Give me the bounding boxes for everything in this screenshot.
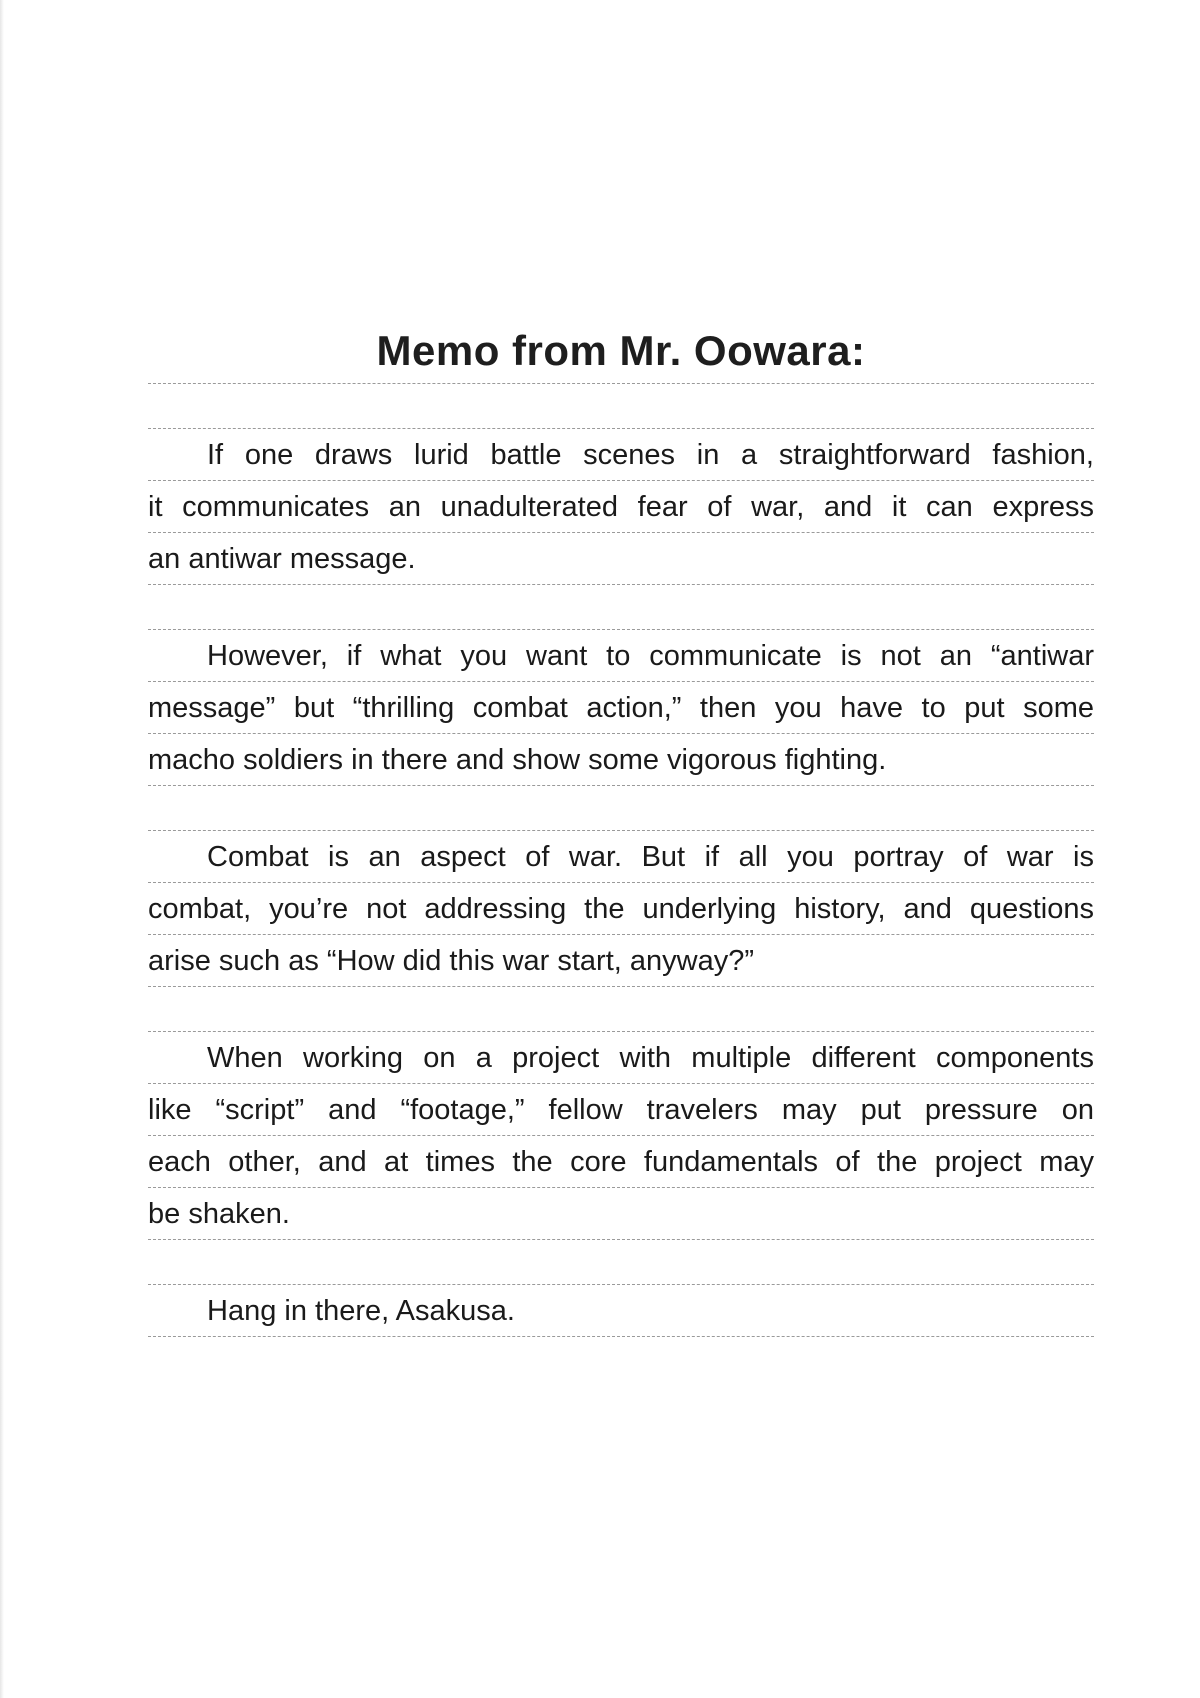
memo-paragraph-5 bbox=[148, 1284, 1094, 1337]
text-line: Combat is an aspect of war. But if all you portray of war is bbox=[148, 831, 1094, 883]
memo-title: Memo from Mr. Oowara: bbox=[376, 327, 866, 374]
text-line: When working on a project with multiple different components bbox=[148, 1032, 1094, 1084]
page-edge-shadow bbox=[0, 0, 4, 1698]
text-line: an antiwar message. bbox=[148, 533, 1094, 585]
memo bbox=[148, 325, 1094, 1337]
text-line: be shaken. bbox=[148, 1188, 1094, 1240]
text-line: If one draws lurid battle scenes in a straightforward fashion, bbox=[148, 429, 1094, 481]
text-line: message” but “thrilling combat action,” then you have to put some bbox=[148, 682, 1094, 734]
text-line: like “script” and “footage,” fellow travelers may put pressure on bbox=[148, 1084, 1094, 1136]
text-line: each other, and at times the core fundamentals of the project may bbox=[148, 1136, 1094, 1188]
text-line: combat, you’re not addressing the underlying history, and questions bbox=[148, 883, 1094, 935]
text-line: arise such as “How did this war start, anyway?” bbox=[148, 935, 1094, 987]
memo-paragraph-3 bbox=[148, 830, 1094, 987]
text-line: it communicates an unadulterated fear of war, and it can express bbox=[148, 481, 1094, 533]
memo-paragraph-1 bbox=[148, 428, 1094, 585]
text-line: macho soldiers in there and show some vigorous fighting. bbox=[148, 734, 1094, 786]
title-underline bbox=[148, 383, 1094, 384]
text-line: Hang in there, Asakusa. bbox=[148, 1285, 1094, 1337]
text-line: However, if what you want to communicate is not an “antiwar bbox=[148, 630, 1094, 682]
memo-paragraph-2 bbox=[148, 629, 1094, 786]
memo-paragraph-4 bbox=[148, 1031, 1094, 1240]
